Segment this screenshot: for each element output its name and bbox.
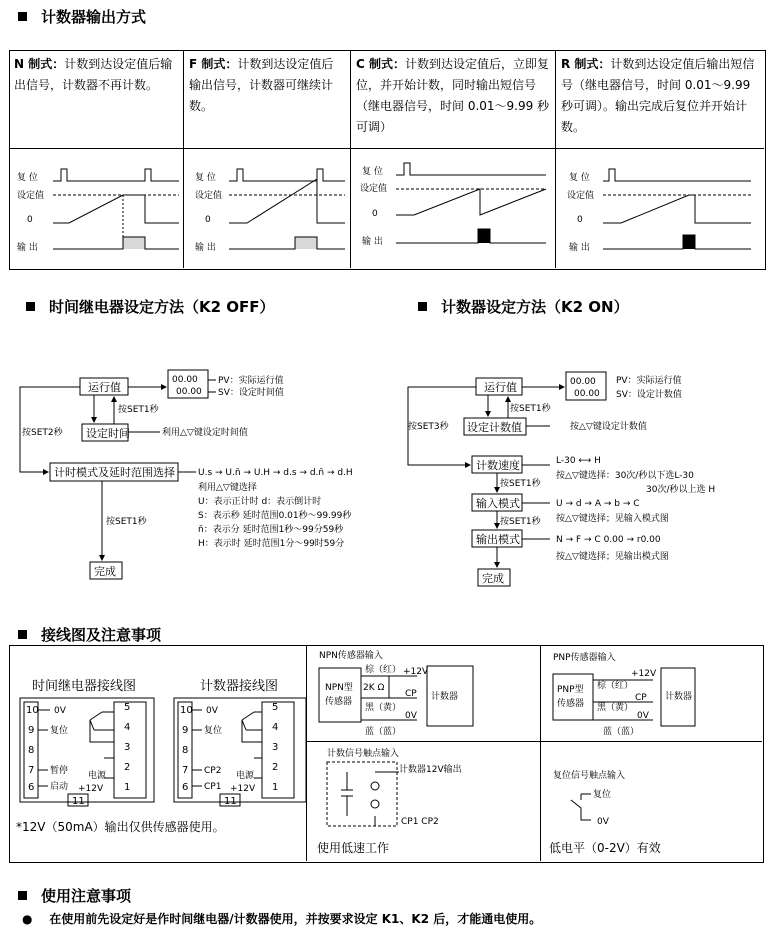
svg-text:9: 9 — [28, 725, 35, 736]
svg-text:8: 8 — [28, 745, 35, 756]
output-mode-box: 输出模式 — [476, 533, 520, 546]
svg-text:4: 4 — [124, 722, 131, 733]
svg-text:CP: CP — [635, 693, 647, 703]
svg-text:计数器: 计数器 — [665, 692, 693, 702]
timing-n — [17, 169, 179, 253]
square-bullet-icon — [26, 302, 35, 311]
press-set-3s: 按SET3秒 — [408, 422, 449, 432]
svg-text:3: 3 — [124, 742, 131, 753]
reset-input-diagram — [541, 742, 761, 860]
sv-note: SV：设定计数值 — [616, 390, 682, 400]
svg-text:+12V: +12V — [230, 784, 256, 794]
svg-text:复位: 复位 — [50, 726, 69, 736]
speed-box: 计数速度 — [476, 459, 520, 472]
svg-text:7: 7 — [182, 765, 189, 776]
svg-text:启动: 启动 — [50, 782, 69, 792]
svg-text:蓝（蓝）: 蓝（蓝） — [365, 727, 402, 737]
svg-text:+12V: +12V — [78, 784, 104, 794]
mode-f-cell: F 制式：计数到达设定值后输出信号，计数器可继续计数。 — [189, 57, 334, 113]
press-set-1s: 按SET1秒 — [118, 405, 159, 415]
svg-text:10: 10 — [26, 705, 39, 716]
section-title-wiring: 接线图及注意事项 — [18, 624, 161, 645]
svg-text:设定值: 设定值 — [567, 191, 595, 201]
timing-f — [195, 169, 345, 253]
svg-text:蓝（蓝）: 蓝（蓝） — [603, 727, 640, 737]
press-set-1s: 按SET1秒 — [510, 404, 551, 414]
press-set-2s: 按SET2秒 — [22, 428, 63, 438]
section-title-usage: 使用注意事项 — [18, 885, 131, 906]
mode-select-box: 计时模式及延时范围选择 — [54, 466, 175, 479]
mode-r-cell: R 制式：计数到达设定值后输出短信号（继电器信号，时间 0.01～9.99 秒可调）。输出完成后复位并开始计数。 — [561, 57, 755, 134]
svg-text:8: 8 — [182, 745, 189, 756]
svg-text:+12V: +12V — [403, 667, 429, 677]
label-setpoint: 设定值 — [17, 191, 45, 201]
section-title-counter-output: 计数器输出方式 — [18, 6, 146, 27]
timer-wiring-title: 时间继电器接线图 — [32, 679, 137, 694]
press-set-1s: 按SET1秒 — [500, 479, 541, 489]
pv-note: PV：实际运行值 — [218, 376, 284, 386]
svg-text:复 位: 复 位 — [362, 167, 383, 177]
speed-note: 30次/秒以上选 H — [646, 485, 716, 495]
svg-text:00.00: 00.00 — [570, 377, 596, 387]
note-line: H：表示时 延时范围1分～99时59分 — [198, 539, 345, 549]
svg-text:传感器: 传感器 — [557, 699, 585, 709]
svg-text:黑（黄）: 黑（黄） — [365, 703, 402, 713]
counter-flowchart — [400, 362, 766, 594]
note-line: S：表示秒 延时范围0.01秒～99.99秒 — [198, 511, 352, 521]
svg-text:电源: 电源 — [88, 771, 107, 781]
section-title-timer-setting: 时间继电器设定方法（K2 OFF） — [26, 296, 275, 317]
svg-text:复 位: 复 位 — [569, 173, 590, 183]
svg-text:PNP型: PNP型 — [557, 685, 584, 695]
output-note: 按△▽键选择；见输出模式图 — [556, 552, 669, 562]
square-bullet-icon — [18, 630, 27, 639]
label-output: 输 出 — [17, 243, 38, 253]
svg-text:CP1: CP1 — [204, 782, 222, 792]
mode-sequence: U.s → U.n̄ → U.H → d.s → d.n̄ → d.H — [198, 468, 353, 478]
svg-text:CP2: CP2 — [204, 766, 222, 776]
svg-text:复位: 复位 — [204, 726, 223, 736]
use-keys-select: 利用△▽键选择 — [198, 483, 257, 493]
svg-text:0: 0 — [372, 209, 378, 219]
svg-text:6: 6 — [182, 782, 189, 793]
counter-wiring-title: 计数器接线图 — [200, 679, 279, 694]
svg-text:NPN型: NPN型 — [325, 683, 353, 693]
svg-text:黑（黄）: 黑（黄） — [597, 703, 634, 713]
svg-text:2K Ω: 2K Ω — [363, 683, 385, 693]
timing-c — [360, 163, 546, 247]
svg-text:2: 2 — [272, 762, 279, 773]
label-zero: 0 — [27, 215, 33, 225]
set-time-box: 设定时间 — [86, 427, 130, 440]
pv-note: PV：实际运行值 — [616, 376, 682, 386]
svg-text:00.00: 00.00 — [172, 375, 198, 385]
press-set-1s: 按SET1秒 — [500, 517, 541, 527]
svg-text:计数器12V输出: 计数器12V输出 — [399, 765, 462, 775]
svg-text:0V: 0V — [54, 706, 66, 716]
svg-text:复 位: 复 位 — [195, 173, 216, 183]
svg-text:输 出: 输 出 — [569, 243, 590, 253]
svg-text:00.00: 00.00 — [574, 389, 600, 399]
use-keys-count: 按△▽键设定计数值 — [570, 422, 647, 432]
svg-text:棕（红）: 棕（红） — [597, 681, 634, 691]
speed-range: L-30 ⟷ H — [556, 456, 601, 466]
svg-text:00.00: 00.00 — [176, 387, 202, 397]
square-bullet-icon — [418, 302, 427, 311]
svg-text:5: 5 — [124, 702, 131, 713]
svg-text:CP1 CP2: CP1 CP2 — [401, 817, 439, 827]
svg-text:5: 5 — [272, 702, 279, 713]
contact-input-diagram — [307, 742, 540, 860]
svg-text:复位: 复位 — [593, 790, 612, 800]
timing-diagrams — [9, 149, 764, 268]
input-mode-box: 输入模式 — [476, 497, 520, 510]
timer-flowchart — [10, 360, 390, 590]
timing-r — [567, 169, 751, 253]
svg-text:设定值: 设定值 — [360, 184, 388, 194]
wiring-diagrams — [10, 646, 306, 860]
mode-n-cell: N 制式：计数到达设定值后输出信号，计数器不再计数。 — [14, 57, 173, 92]
svg-text:11: 11 — [224, 796, 237, 807]
svg-text:传感器: 传感器 — [325, 697, 353, 707]
wiring-footnote: *12V（50mA）输出仅供传感器使用。 — [16, 820, 225, 834]
svg-text:1: 1 — [272, 782, 279, 793]
square-bullet-icon — [18, 12, 27, 21]
speed-note: 按△▽键选择：30次/秒以下选L-30 — [556, 471, 694, 481]
svg-text:7: 7 — [28, 765, 35, 776]
svg-text:9: 9 — [182, 725, 189, 736]
svg-text:暂停: 暂停 — [50, 766, 69, 776]
contact-note: 使用低速工作 — [317, 841, 390, 855]
svg-text:0V: 0V — [206, 706, 218, 716]
svg-text:电源: 电源 — [236, 771, 255, 781]
square-bullet-icon — [18, 891, 27, 900]
svg-text:计数信号触点输入: 计数信号触点输入 — [327, 749, 400, 759]
note-line: n̄：表示分 延时范围1秒～99分59秒 — [198, 525, 344, 535]
label-reset: 复 位 — [17, 173, 38, 183]
svg-text:3: 3 — [272, 742, 279, 753]
usage-note: ● 在使用前先设定好是作时间继电器/计数器使用，并按要求设定 K1、K2 后，才能通电使用。 — [22, 912, 542, 926]
done-box: 完成 — [482, 572, 504, 585]
run-value-box: 运行值 — [88, 381, 121, 394]
svg-text:CP: CP — [405, 689, 417, 699]
svg-text:4: 4 — [272, 722, 279, 733]
svg-text:输 出: 输 出 — [362, 237, 383, 247]
svg-text:输 出: 输 出 — [195, 243, 216, 253]
svg-text:0V: 0V — [597, 817, 609, 827]
svg-text:0V: 0V — [637, 711, 649, 721]
pnp-sensor-diagram — [541, 646, 761, 741]
sv-note: SV：设定时间值 — [218, 388, 284, 398]
reset-note: 低电平（0-2V）有效 — [549, 841, 661, 855]
svg-text:PNP传感器输入: PNP传感器输入 — [553, 653, 616, 663]
section-title-counter-setting: 计数器设定方法（K2 ON） — [418, 296, 629, 317]
svg-text:复位信号触点输入: 复位信号触点输入 — [553, 771, 626, 781]
svg-text:2: 2 — [124, 762, 131, 773]
use-keys-time: 利用△▽键设定时间值 — [162, 428, 248, 438]
svg-text:设定值: 设定值 — [195, 191, 223, 201]
input-note: 按△▽键选择；见输入模式图 — [556, 514, 669, 524]
npn-sensor-diagram — [307, 646, 540, 741]
svg-text:10: 10 — [180, 705, 193, 716]
svg-text:11: 11 — [72, 796, 85, 807]
note-line: U：表示正计时 d：表示倒计时 — [198, 497, 322, 507]
done-box: 完成 — [94, 565, 116, 578]
svg-text:0V: 0V — [405, 711, 417, 721]
input-seq: U → d → A → b → C — [556, 499, 640, 509]
svg-text:NPN传感器输入: NPN传感器输入 — [319, 651, 383, 661]
svg-text:棕（红）: 棕（红） — [365, 665, 402, 675]
mode-c-cell: C 制式：计数到达设定值后，立即复位，并开始计数，同时输出短信号（继电器信号，时间 0.01～9.99 秒可调） — [356, 57, 550, 134]
svg-text:1: 1 — [124, 782, 131, 793]
svg-text:0: 0 — [577, 215, 583, 225]
output-seq: N → F → C 0.00 → r0.00 — [556, 535, 661, 545]
set-count-box: 设定计数值 — [467, 421, 522, 434]
press-set-1s: 按SET1秒 — [106, 517, 147, 527]
svg-text:计数器: 计数器 — [431, 692, 459, 702]
svg-text:+12V: +12V — [631, 669, 657, 679]
svg-text:0: 0 — [205, 215, 211, 225]
run-value-box: 运行值 — [484, 381, 517, 394]
svg-text:6: 6 — [28, 782, 35, 793]
